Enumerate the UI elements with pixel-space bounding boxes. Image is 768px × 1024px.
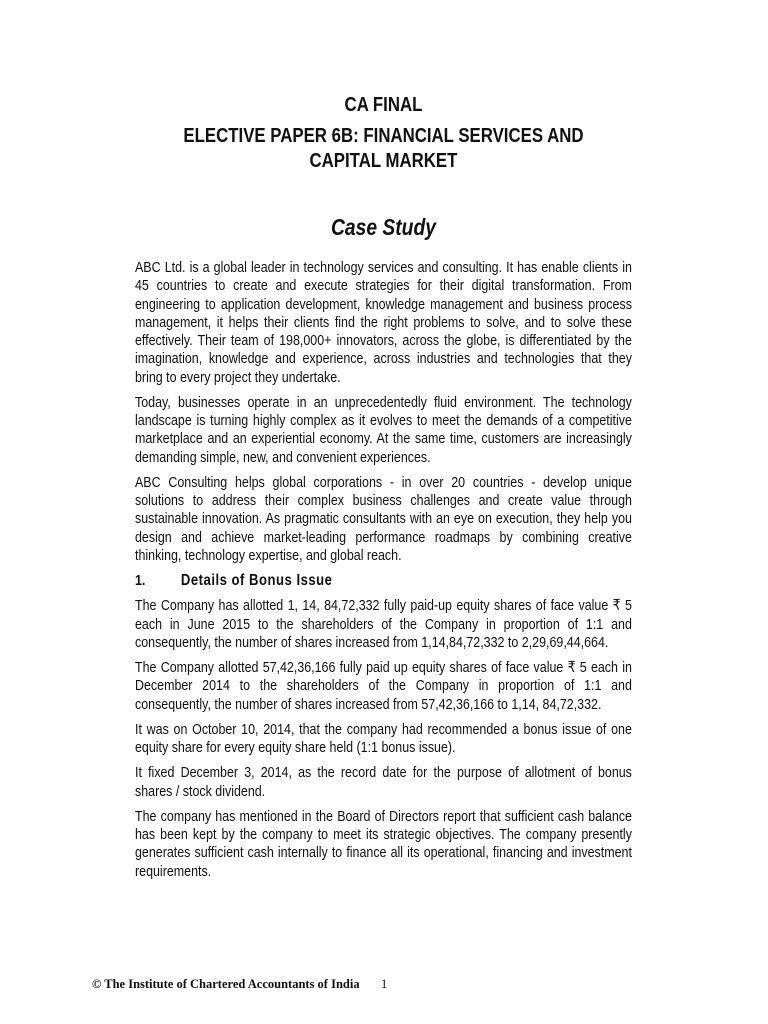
page-number: 1 (381, 977, 388, 991)
paragraph: It was on October 10, 2014, that the company had recommended a bonus issue of one equity share for every equity share held (1:1 bonus issue). (135, 720, 632, 756)
document-header (135, 92, 632, 173)
footer-copyright: © The Institute of Chartered Accountants of India (92, 977, 360, 991)
course-title: CA FINAL (344, 93, 423, 116)
section-heading-label: Details of Bonus Issue (180, 572, 333, 589)
section-number: 1. (135, 572, 146, 589)
paragraph: ABC Ltd. is a global leader in technology services and consulting. It has enable clients in 45 countries to create and execute strategies for their digital transformation. From engineering to application development, knowledge management and business process management, it helps their clients find the right problems to solve, and to solve these effectively. Their team of 198,000+ innovators, across the globe, is differentiated by the imagination, knowledge and experience, across industries and technologies that they bring to every project they undertake. (135, 259, 632, 386)
paragraph: The Company allotted 57,42,36,166 fully paid up equity shares of face value ₹ 5 each in December 2014 to the shareholders of the Company in proportion of 1:1 and consequently, the number of shares increased from 57,42,36,166 to 1,14, 84,72,332. (135, 659, 632, 713)
section-heading (135, 572, 632, 590)
paragraph: ABC Consulting helps global corporations - in over 20 countries - develop unique solutions to address their complex business challenges and create value through sustainable innovation. As pragmatic consultants with an eye on execution, they help you design and achieve market-leading performance roadmaps by combining creative thinking, technology expertise, and global reach. (135, 473, 632, 564)
case-study-title: Case Study (330, 214, 436, 240)
paragraph: It fixed December 3, 2014, as the record date for the purpose of allotment of bonus shares / stock dividend. (135, 764, 632, 800)
paragraph: The company has mentioned in the Board of Directors report that sufficient cash balance has been kept by the company to meet its strategic objectives. The company presently generates sufficient cash internally to finance all its operational, financing and investment requirements. (135, 807, 632, 880)
paper-title-line: ELECTIVE PAPER 6B: FINANCIAL SERVICES AND (183, 124, 584, 147)
paper-title (135, 123, 632, 173)
document-header-inner (135, 92, 632, 173)
paper-title-line: CAPITAL MARKET (309, 149, 458, 172)
document-body-inner (135, 259, 632, 881)
paragraph: The Company has allotted 1, 14, 84,72,332 fully paid-up equity shares of face value ₹ 5 each in June 2015 to the shareholders of the Company in proportion of 1:1 and consequently, the number of shares increased from 1,14,84,72,332 to 2,29,69,44,664. (135, 597, 632, 651)
case-study-header-inner (135, 213, 632, 241)
paragraph: Today, businesses operate in an unprecedentedly fluid environment. The technology landscape is turning highly complex as it evolves to meet the demands of a competitive marketplace and an experiential economy. At the same time, customers are increasingly demanding simple, new, and convenient experiences. (135, 393, 632, 466)
case-study-header (135, 213, 632, 241)
document-body (135, 259, 632, 888)
